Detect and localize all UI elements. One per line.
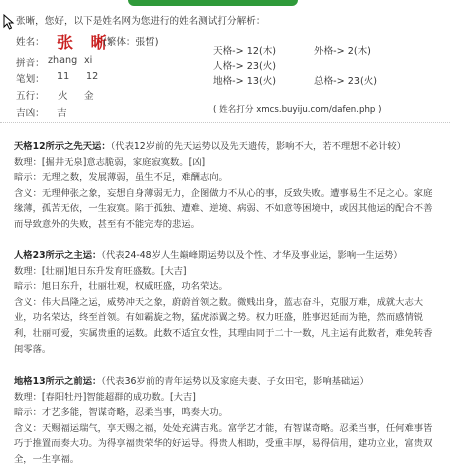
intro-text: 张晰，您好，以下是姓名网为您进行的姓名测试打分解析：	[16, 16, 266, 27]
jixiong-label: 吉凶：	[16, 108, 45, 119]
wuxing-second: 金	[84, 91, 94, 102]
traditional-name: (繁体：張晳)	[103, 37, 159, 48]
section-meaning: 含义：伟大昌隆之运，威势冲天之象，蔚蔚首领之数。微贱出身，蓝志奋斗，克服万难，成就大志大业，功名荣达，终至首领。有如霸旋之物，猛虎添翼之势。权力旺盛，胜事迟延而为艳，然而感情锐利，壮丽可爱，实属贵重的运数。此数不适宜女性，其理由同于二十一数，凡主运有此数者，难免转香闺零落。	[14, 296, 433, 355]
wuxing-label: 五行：	[16, 91, 45, 102]
strokes-label: 笔划：	[16, 74, 45, 85]
section-hint: 暗示：旭日东升，壮丽壮观，权威旺盛，功名荣达。	[14, 281, 228, 293]
zong-ge: 总格-> 23(火)	[314, 76, 378, 87]
section-hint: 暗示：无理之数，发展薄弱，虽生不足，难酬志向。	[14, 172, 228, 184]
mouse-cursor-icon	[3, 14, 15, 30]
jixiong-value: 吉	[57, 108, 67, 119]
section-title: 人格23所示之主运：	[14, 250, 102, 261]
wuxing-first: 火	[58, 91, 68, 102]
pinyin-label: 拼音：	[16, 58, 45, 69]
section-title: 天格12所示之先天运：	[14, 141, 111, 152]
section-title: 地格13所示之前运：	[14, 376, 102, 387]
top-accent-bar	[128, 0, 298, 6]
section-di	[14, 374, 438, 468]
pinyin-second: xi	[84, 55, 93, 66]
section-ren	[14, 248, 438, 357]
section-hint: 暗示：才艺多能，智谋奇略，忍柔当事，鸣奏大功。	[14, 407, 228, 419]
di-ge: 地格-> 13(火)	[213, 76, 277, 87]
section-shuli: 数理：[壮丽]旭日东升发育旺盛数。[大吉]	[14, 265, 187, 277]
wai-ge: 外格-> 2(木)	[314, 46, 371, 57]
pinyin-first: zhang	[48, 55, 78, 66]
section-subtitle: （代表36岁前的青年运势以及家庭夫妻、子女田宅，影响基础运）	[101, 376, 369, 387]
strokes-first: 11	[57, 71, 70, 82]
section-subtitle: （代表24-48岁人生巅峰期运势以及个性、才华及事业运，影响一生运势）	[101, 250, 403, 261]
section-shuli: 数理：[春阳牡丹]智能超群的成功数。[大吉]	[14, 391, 196, 403]
site-link[interactable]: ( 姓名打分 xmcs.buyiju.com/dafen.php )	[213, 105, 382, 115]
section-shuli: 数理：[掘井无泉]意志脆弱，家庭寂寞数。[凶]	[14, 156, 206, 168]
name-label: 姓名：	[16, 37, 45, 48]
name-characters: 张 晰	[57, 33, 113, 52]
section-meaning: 含义：无理伸张之象，妄想自身薄弱无力，企图做力不从心的事，反致失败。遭事易生不足之心。家庭缘薄，孤苦无依，一生寂寞。陷于孤独、遭难、逆境、病弱、不如意等困境中，或因其他运的配合不善而导致意外的失败，甚至有不能完寿的悲运。	[14, 187, 433, 230]
section-tian	[14, 139, 438, 233]
tian-ge: 天格-> 12(木)	[213, 46, 277, 57]
divider	[0, 122, 450, 123]
section-meaning: 含义：天赐福运瑞气，享天赐之福，处处充满吉兆。富学艺才能，有智谋奇略。忍柔当事，任何难事皆巧于推置而奏大功。为得享福贵荣华的好运导。得贵人相助，受重丰厚，易得信用，建功立业，富贵双全，一生享福。	[14, 422, 433, 465]
strokes-second: 12	[86, 71, 99, 82]
section-subtitle: （代表12岁前的先天运势以及先天遗传，影响不大，若不理想不必计较）	[110, 141, 407, 152]
ren-ge: 人格-> 23(火)	[213, 61, 277, 72]
